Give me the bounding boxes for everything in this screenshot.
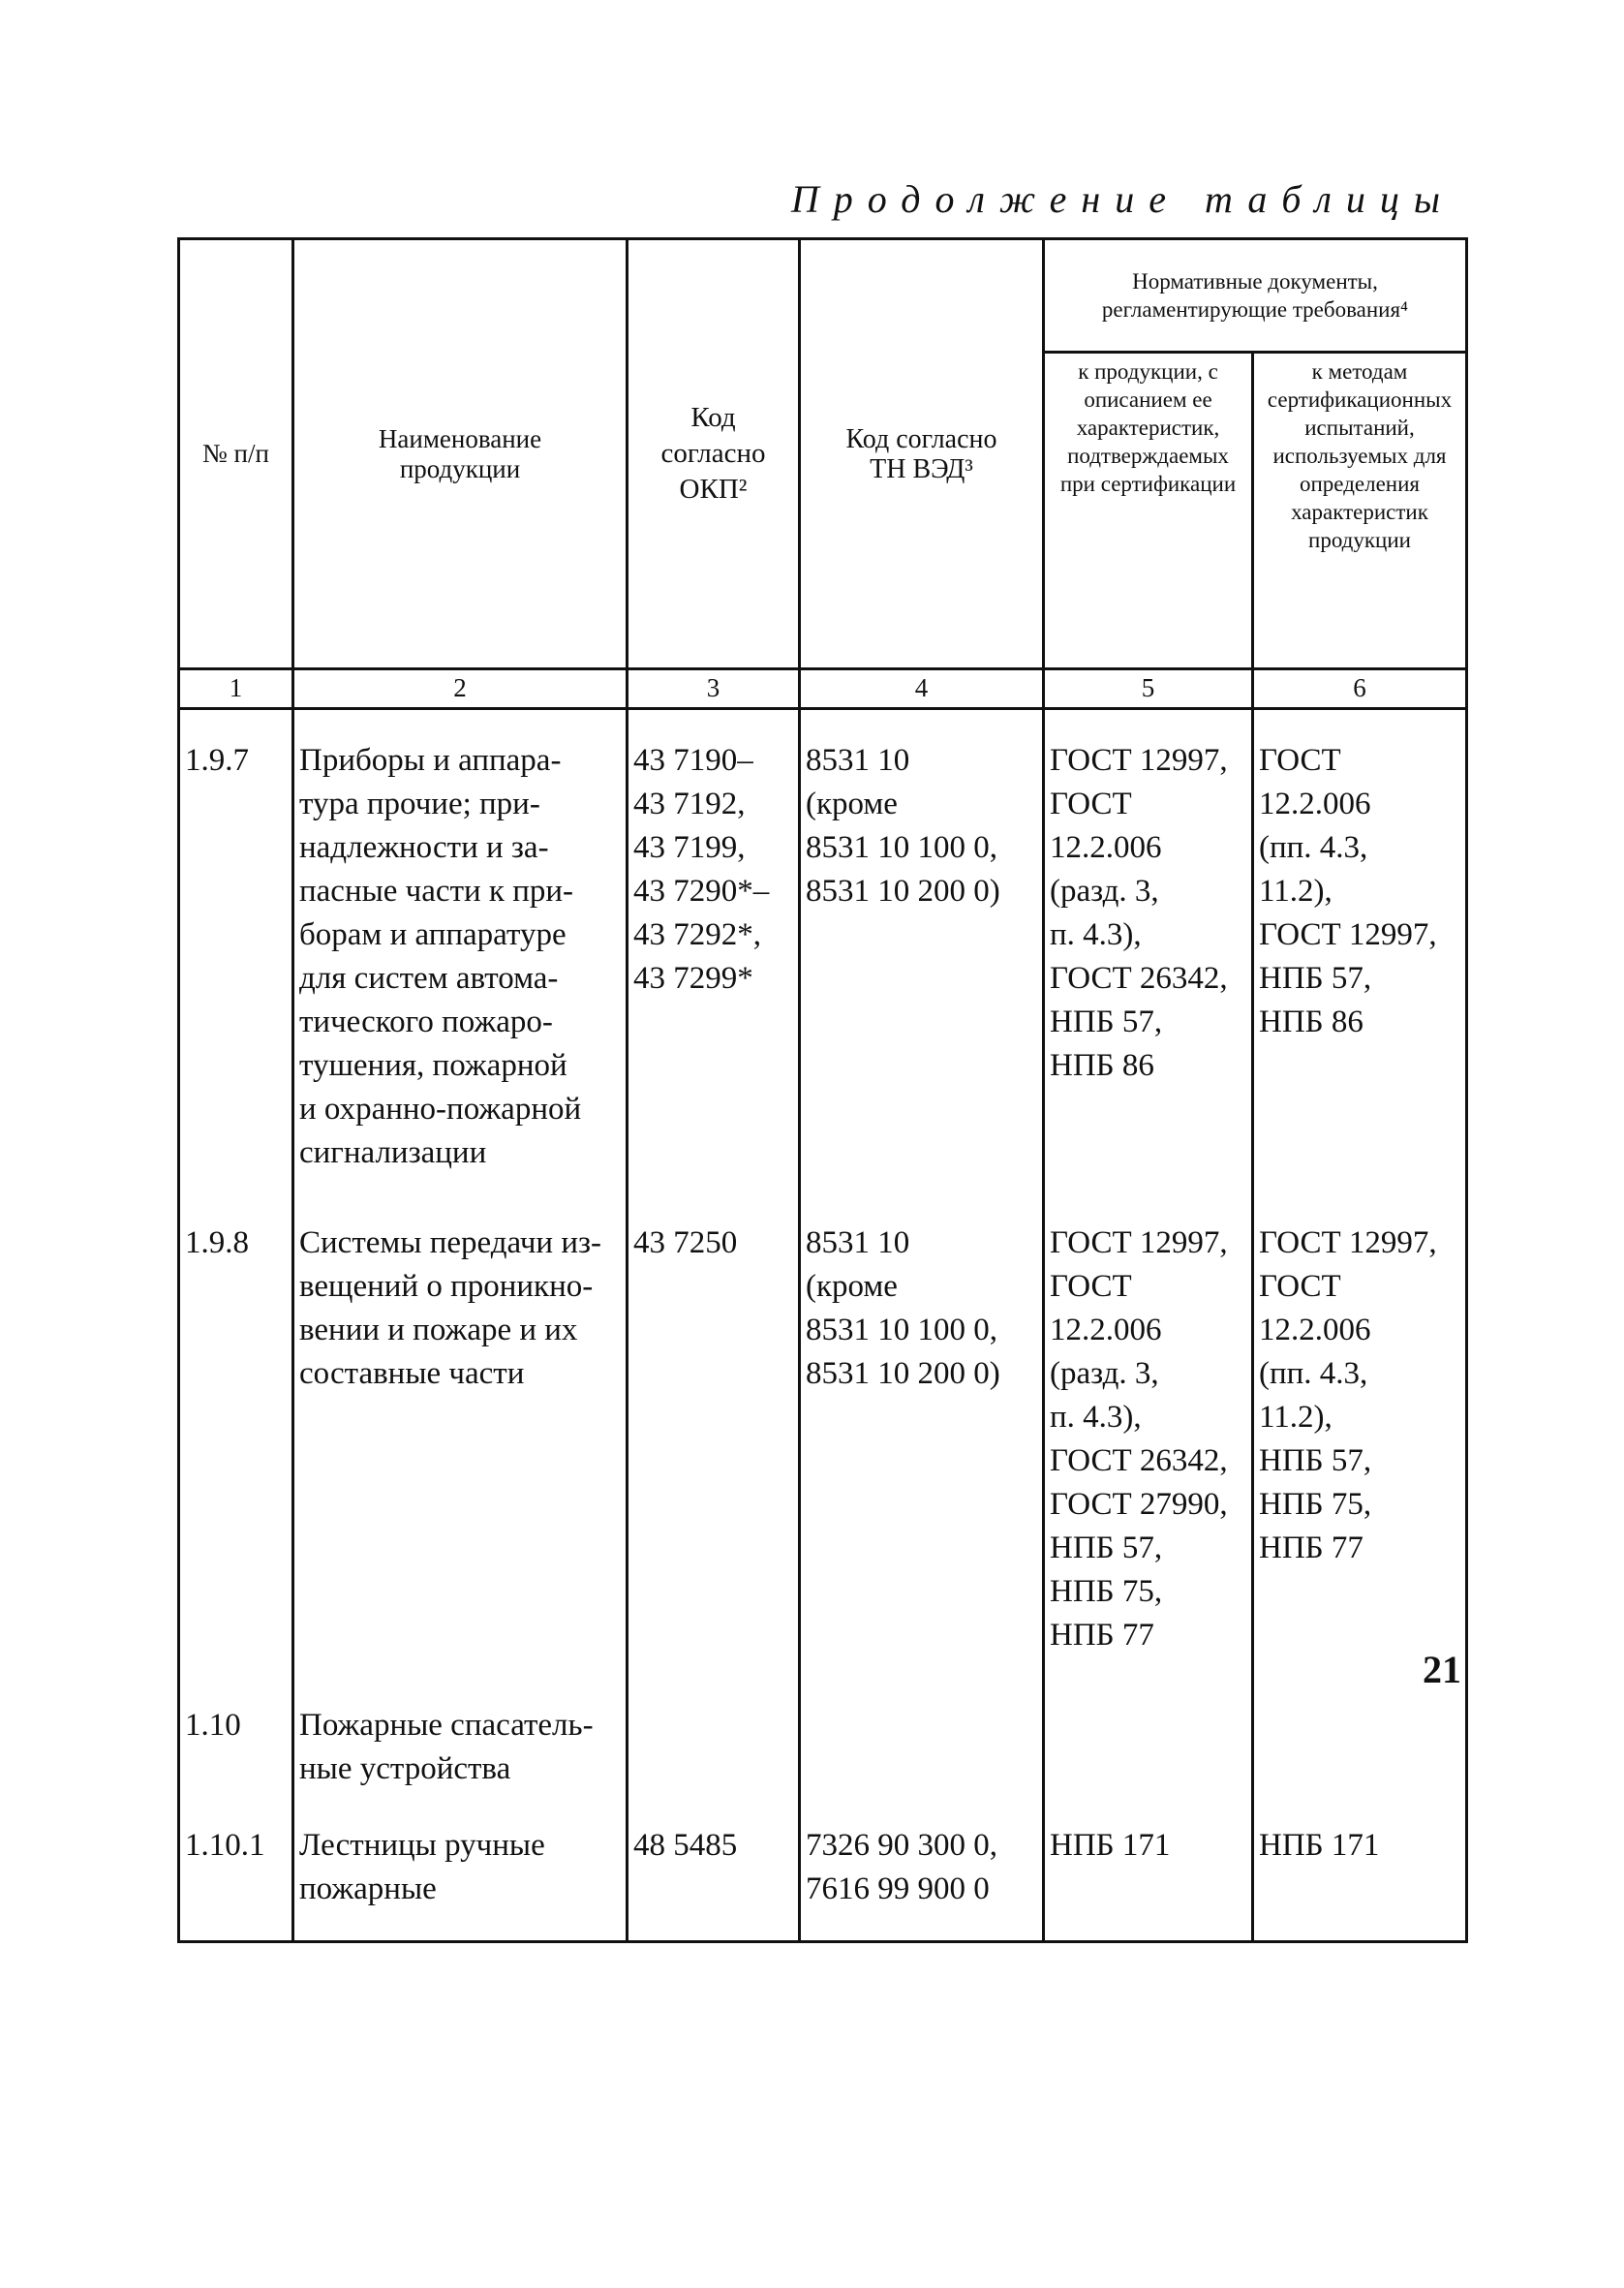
cell-line: (разд. 3,: [1050, 1356, 1159, 1391]
cell-line: НПБ 57,: [1050, 1530, 1163, 1565]
cell-line: пожарные: [299, 1871, 437, 1906]
row-docs-methods: [1253, 1824, 1467, 1911]
header-tnved: Код согласно ТН ВЭД³: [800, 239, 1044, 669]
cell-line: НПБ 86: [1259, 1005, 1364, 1039]
row-num: 1.9.8: [179, 1221, 293, 1657]
cell-line: ГОСТ 12997,: [1259, 917, 1437, 952]
cell-line: борам и аппаратуре: [299, 917, 567, 952]
cell-line: вении и пожаре и их: [299, 1313, 578, 1347]
cell-line: 8531 10 100 0,: [806, 1313, 997, 1347]
cell-line: вещений о проникно-: [299, 1269, 594, 1304]
cell-line: надлежности и за-: [299, 830, 549, 865]
cell-line: ГОСТ 12997,: [1050, 743, 1228, 778]
cell-line: тура прочие; при-: [299, 787, 540, 821]
header-docs-methods: к методам сертификационных испытаний, используемых для определения характеристик продукции: [1253, 353, 1467, 669]
cell-line: 7616 99 900 0: [806, 1871, 990, 1906]
cell-line: Системы передачи из-: [299, 1225, 602, 1260]
row-docs-methods: [1253, 1221, 1467, 1657]
cell-line: и охранно-пожарной: [299, 1092, 582, 1127]
cell-line: 8531 10 200 0): [806, 874, 1000, 909]
row-docs-methods: [1253, 739, 1467, 1175]
header-num: № п/п: [179, 239, 293, 669]
cell-line: НПБ 77: [1259, 1530, 1364, 1565]
cell-line: ГОСТ: [1259, 1269, 1341, 1304]
row-docs-product: [1044, 1824, 1253, 1911]
column-numbers-row: [179, 669, 1467, 709]
row-tnved: [800, 1221, 1044, 1657]
cell-line: 43 7190–: [633, 743, 753, 778]
cell-line: 8531 10: [806, 1225, 910, 1260]
cell-line: 7326 90 300 0,: [806, 1828, 997, 1863]
cell-line: (пп. 4.3,: [1259, 830, 1368, 865]
table-continuation-label: Продолжение таблицы: [790, 177, 1455, 221]
header-docs-product: к продукции, с описанием ее характеристик, подтверждаемых при сертификации: [1044, 353, 1253, 669]
row-okp: [628, 1221, 800, 1657]
row-name: [293, 739, 628, 1175]
table-row: [179, 739, 1467, 1175]
cell-line: НПБ 77: [1050, 1618, 1154, 1653]
cell-line: (разд. 3,: [1050, 874, 1159, 909]
cell-line: НПБ 75,: [1050, 1574, 1163, 1609]
column-number: 4: [800, 669, 1044, 709]
table-row: [179, 1221, 1467, 1657]
row-okp: [628, 1704, 800, 1791]
column-number: 6: [1253, 669, 1467, 709]
cell-line: пасные части к при-: [299, 874, 573, 909]
cell-line: 12.2.006: [1050, 1313, 1162, 1347]
cell-line: 43 7299*: [633, 961, 753, 996]
column-number: 2: [293, 669, 628, 709]
row-docs-methods: [1253, 1704, 1467, 1791]
cell-line: 8531 10 200 0): [806, 1356, 1000, 1391]
row-docs-product: [1044, 739, 1253, 1175]
cell-line: п. 4.3),: [1050, 1400, 1142, 1435]
cell-line: 8531 10: [806, 743, 910, 778]
row-num: 1.10.1: [179, 1824, 293, 1911]
cell-line: (кроме: [806, 1269, 898, 1304]
cell-line: 43 7192,: [633, 787, 746, 821]
cell-line: Пожарные спасатель-: [299, 1708, 594, 1743]
row-okp: [628, 739, 800, 1175]
column-number: 3: [628, 669, 800, 709]
cell-line: 43 7290*–: [633, 874, 770, 909]
cell-line: НПБ 171: [1259, 1828, 1380, 1863]
cell-line: НПБ 75,: [1259, 1487, 1372, 1522]
header-okp: Код согласно ОКП²: [628, 239, 800, 669]
cell-line: 12.2.006: [1259, 787, 1371, 821]
row-docs-product: [1044, 1704, 1253, 1791]
cell-line: Приборы и аппара-: [299, 743, 562, 778]
cell-line: 11.2),: [1259, 1400, 1333, 1435]
cell-line: НПБ 57,: [1050, 1005, 1163, 1039]
cell-line: 43 7199,: [633, 830, 746, 865]
cell-line: ГОСТ 12997,: [1259, 1225, 1437, 1260]
cell-line: ГОСТ 12997,: [1050, 1225, 1228, 1260]
cell-line: ГОСТ: [1050, 1269, 1132, 1304]
cell-line: 8531 10 100 0,: [806, 830, 997, 865]
table-row: [179, 1704, 1467, 1791]
row-name: [293, 1221, 628, 1657]
cell-line: п. 4.3),: [1050, 917, 1142, 952]
row-name: [293, 1704, 628, 1791]
cell-line: 43 7292*,: [633, 917, 761, 952]
cell-line: составные части: [299, 1356, 525, 1391]
row-tnved: [800, 739, 1044, 1175]
cell-line: 12.2.006: [1050, 830, 1162, 865]
row-docs-product: [1044, 1221, 1253, 1657]
row-name: [293, 1824, 628, 1911]
cell-line: НПБ 171: [1050, 1828, 1171, 1863]
cell-line: 12.2.006: [1259, 1313, 1371, 1347]
row-tnved: [800, 1824, 1044, 1911]
cell-line: ГОСТ: [1050, 787, 1132, 821]
cell-line: ГОСТ 26342,: [1050, 1443, 1228, 1478]
row-num: 1.10: [179, 1704, 293, 1791]
header-name: Наименование продукции: [293, 239, 628, 669]
cell-line: (кроме: [806, 787, 898, 821]
cell-line: НПБ 86: [1050, 1048, 1154, 1083]
cell-line: НПБ 57,: [1259, 961, 1372, 996]
column-number: 1: [179, 669, 293, 709]
cell-line: тушения, пожарной: [299, 1048, 567, 1083]
certification-table: [177, 237, 1468, 1943]
column-number: 5: [1044, 669, 1253, 709]
cell-line: для систем автома-: [299, 961, 559, 996]
page-number: 21: [1423, 1648, 1461, 1691]
cell-line: Лестницы ручные: [299, 1828, 545, 1863]
cell-line: (пп. 4.3,: [1259, 1356, 1368, 1391]
row-num: 1.9.7: [179, 739, 293, 1175]
cell-line: ГОСТ 26342,: [1050, 961, 1228, 996]
row-tnved: [800, 1704, 1044, 1791]
cell-line: ГОСТ: [1259, 743, 1341, 778]
cell-line: сигнализации: [299, 1135, 487, 1170]
cell-line: 48 5485: [633, 1828, 738, 1863]
table-row: [179, 1824, 1467, 1911]
cell-line: НПБ 57,: [1259, 1443, 1372, 1478]
row-okp: [628, 1824, 800, 1911]
cell-line: 11.2),: [1259, 874, 1333, 909]
cell-line: ные устройства: [299, 1751, 511, 1786]
cell-line: 43 7250: [633, 1225, 738, 1260]
cell-line: тического пожаро-: [299, 1005, 553, 1039]
header-docs: Нормативные документы, регламентирующие требования⁴: [1044, 239, 1467, 353]
cell-line: ГОСТ 27990,: [1050, 1487, 1228, 1522]
